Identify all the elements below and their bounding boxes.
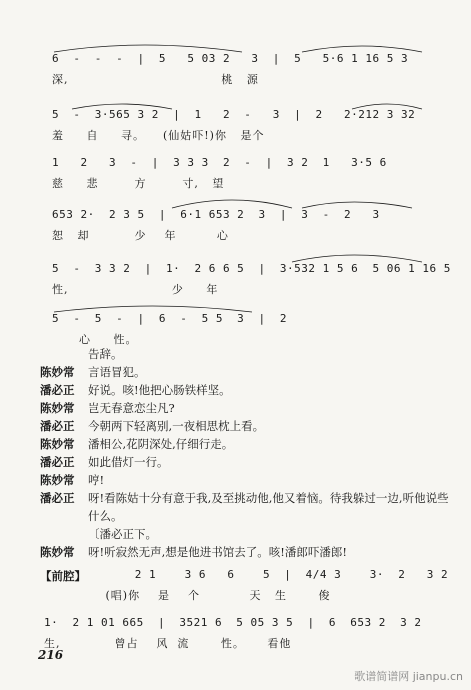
score-row-8 <box>44 616 434 651</box>
dialogue-line <box>40 489 460 525</box>
speaker-name: 陈妙常 <box>40 365 75 379</box>
speech-text: 呀!听寂然无声,想是他进书馆去了。咳!潘郎吓潘郎! <box>88 545 348 559</box>
speaker-name <box>40 345 88 363</box>
speaker-name: 潘必正 <box>40 383 75 397</box>
speaker-name: 陈妙常 <box>40 473 75 487</box>
notes-line: 2 1 3 6 6 5 | 4/4 3 3· 2 3 2 <box>92 568 449 581</box>
page-number: 216 <box>38 648 64 662</box>
lyrics-line: 心 性。 <box>52 333 138 346</box>
score-row-7 <box>92 568 449 603</box>
lyrics-line: 慈 悲 方 寸, 望 <box>52 177 225 190</box>
score-row-6 <box>52 312 430 347</box>
speech-text: 言语冒犯。 <box>88 365 146 379</box>
speaker-name: 潘必正 <box>40 491 75 505</box>
speech-text: 呀!看陈姑十分有意于我,及至挑动他,他又着恼。待我躲过一边,听他说些什么。 <box>88 491 449 523</box>
dialogue-line <box>40 399 460 417</box>
stage-direction <box>40 525 460 543</box>
dialogue-line <box>40 417 460 435</box>
slur-marks <box>52 300 430 314</box>
speech-text: 岂无春意恋尘凡? <box>88 401 175 415</box>
lyrics-line: (唱)你 是 个 天 生 俊 <box>92 589 331 602</box>
notes-line: 653 2· 2 3 5 | 6·1 653 2 3 | 3 - 2 3 <box>52 208 380 221</box>
speaker-name: 潘必正 <box>40 455 75 469</box>
lyrics-line: 性, 少 年 <box>52 283 219 296</box>
score-row-4 <box>52 208 430 243</box>
lyrics-line: 深, 桃 源 <box>52 73 259 86</box>
speaker-name: 陈妙常 <box>40 545 75 559</box>
speech-text: 告辞。 <box>88 347 123 361</box>
speaker-name: 陈妙常 <box>40 437 75 451</box>
speaker-name: 潘必正 <box>40 419 75 433</box>
speaker-name: 陈妙常 <box>40 401 75 415</box>
notes-line: 5 - 3·565 3 2 | 1 2 - 3 | 2 2·212 3 32 <box>52 108 416 121</box>
speech-text: 〔潘必正下。 <box>88 527 157 541</box>
notes-line: 1 2 3 - | 3 3 3 2 - | 3 2 1 3·5 6 <box>52 156 387 169</box>
score-row-5 <box>52 262 451 297</box>
slur-marks <box>52 97 430 111</box>
tune-tag: 【前腔】 <box>40 569 86 583</box>
notes-line: 6 - - - | 5 5 03 2 3 | 5 5·6 1 16 5 3 <box>52 52 409 65</box>
speaker-name <box>40 525 88 543</box>
dialogue-line <box>40 363 460 381</box>
watermark: 歌谱简谱网 jianpu.cn <box>354 670 463 683</box>
notes-line: 1· 2 1 01 665 | 3521 6 5 05 3 5 | 6 653 2 3 2 <box>44 616 422 629</box>
score-row-3 <box>52 156 430 191</box>
dialogue-line <box>40 453 460 471</box>
notes-line: 5 - 5 - | 6 - 5 5 3 | 2 <box>52 312 288 325</box>
speech-text: 如此借灯一行。 <box>88 455 169 469</box>
dialogue-line <box>40 543 460 561</box>
lyrics-line: 恕 却 少 年 心 <box>52 229 229 242</box>
slur-marks <box>52 40 430 54</box>
dialogue-line <box>40 381 460 399</box>
lyrics-line: 生, 曾占 风 流 性。 看他 <box>44 637 292 650</box>
score-row-2 <box>52 108 430 143</box>
speech-text: 好说。咳!他把心肠铁样坚。 <box>88 383 231 397</box>
score-row-1 <box>52 52 430 87</box>
dialogue-line <box>40 471 460 489</box>
dialogue-line <box>40 345 460 363</box>
dialogue-line <box>40 435 460 453</box>
speech-text: 哼! <box>88 473 105 487</box>
speech-text: 潘相公,花阴深处,仔细行走。 <box>88 437 234 451</box>
dialogue-block <box>40 345 460 561</box>
slur-marks <box>52 250 430 264</box>
notes-line: 5 - 3 3 2 | 1· 2 6 6 5 | 3·532 1 5 6 5 06 1 16 5 <box>52 262 451 275</box>
lyrics-line: 羞 自 寻。 (仙姑吓!)你 是个 <box>52 129 265 142</box>
slur-marks <box>52 196 430 210</box>
speech-text: 今朝两下轻离别,一夜相思枕上看。 <box>88 419 265 433</box>
